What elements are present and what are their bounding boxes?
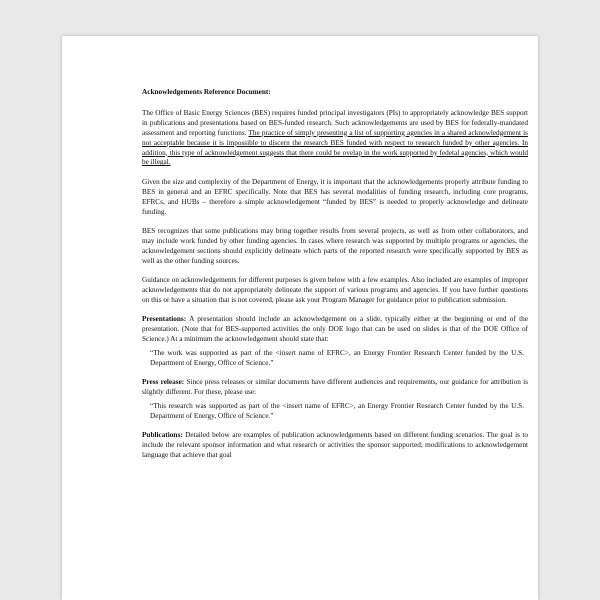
- publications-text: Detailed below are examples of publication acknowledgements based on different funding scenarios. The goal is to include the relevant sponsor information and what research or activities the sponsor supported; modifications to acknowledgement language that achieve that goal: [142, 431, 528, 460]
- presentations-label: Presentations:: [142, 315, 187, 324]
- paragraph-publications: [142, 431, 528, 461]
- press-release-label: Press release:: [142, 378, 185, 387]
- paragraph-doe-attribution: Given the size and complexity of the Department of Energy, it is important that the acknowledgements properly attribute funding to BES in general and an EFRC specifically. Note that BES has several modalities of funding research, including core programs, EFRCs, and HUBs – therefore a simple acknowledgement “funded by BES” is needed to properly acknowledge and delineate funding.: [142, 177, 528, 216]
- document-content: [142, 88, 528, 471]
- publications-label: Publications:: [142, 431, 183, 440]
- presentations-quote: “The work was supported as part of the <insert name of EFRC>, an Energy Frontier Research Center funded by the U.S. Department of Energy, Office of Science.”: [150, 349, 524, 367]
- paragraph-guidance: Guidance on acknowledgements for different purposes is given below with a few examples. Also included are examples of improper acknowledgements that do not appropriately delineate the support of various programs and agencies. If you have further questions on this or have a situation that is not covered, please ask your Program Manager for guidance prior to publication submission.: [142, 276, 528, 304]
- presentations-text: A presentation should include an acknowledgement on a slide, typically either at the beginning or end of the presentation. (Note that for BES-supported activities the only DOE logo that can be used on slides is that of the DOE Office of Science.) At a minimum the acknowledgement should state that:: [142, 315, 528, 344]
- paragraph-press-release: [142, 378, 528, 398]
- paragraph-bes-requirement: [142, 109, 528, 168]
- press-release-quote: “This research was supported as part of the <insert name of EFRC>, an Energy Frontier Research Center funded by the U.S. Department of Energy, Office of Science.”: [150, 402, 524, 421]
- paragraph-multiple-projects: BES recognizes that some publications may bring together results from several projects, as well as from other collaborators, and may include work funded by other funding agencies. In cases where research was supported by multiple programs or agencies, the acknowledgement sections should explicitly delineate which parts of the reported research were specifically supported by BES as well as the other funding sources.: [142, 226, 528, 265]
- paragraph-bes-requirement-text: The Office of Basic Energy Sciences (BES) requires funded principal investigators (PIs) to appropriately acknowledge BES support in publications and presentations based on BES-funded research. Such acknowledgements are used by BES for federally-mandated assessment and reporting functions.: [142, 108, 528, 137]
- paragraph-bes-requirement-underlined: The practice of simply presenting a list of supporting agencies in a shared acknowledgement is not acceptable because it is impossible to discern the research BES funded with respect to research funded by other agencies. In addition, this type of acknowledgement suggests that there could be ovelap in the work supported by fedetal agencies, which would be illegal.: [142, 128, 528, 167]
- document-title: Acknowledgements Reference Document:: [142, 88, 271, 96]
- paragraph-presentations: [142, 315, 528, 345]
- document-page: [62, 36, 538, 600]
- press-release-text: Since press releases or similar documents have different audiences and requirements, our guidance for attribution is slightly different. For these, please use:: [142, 378, 528, 397]
